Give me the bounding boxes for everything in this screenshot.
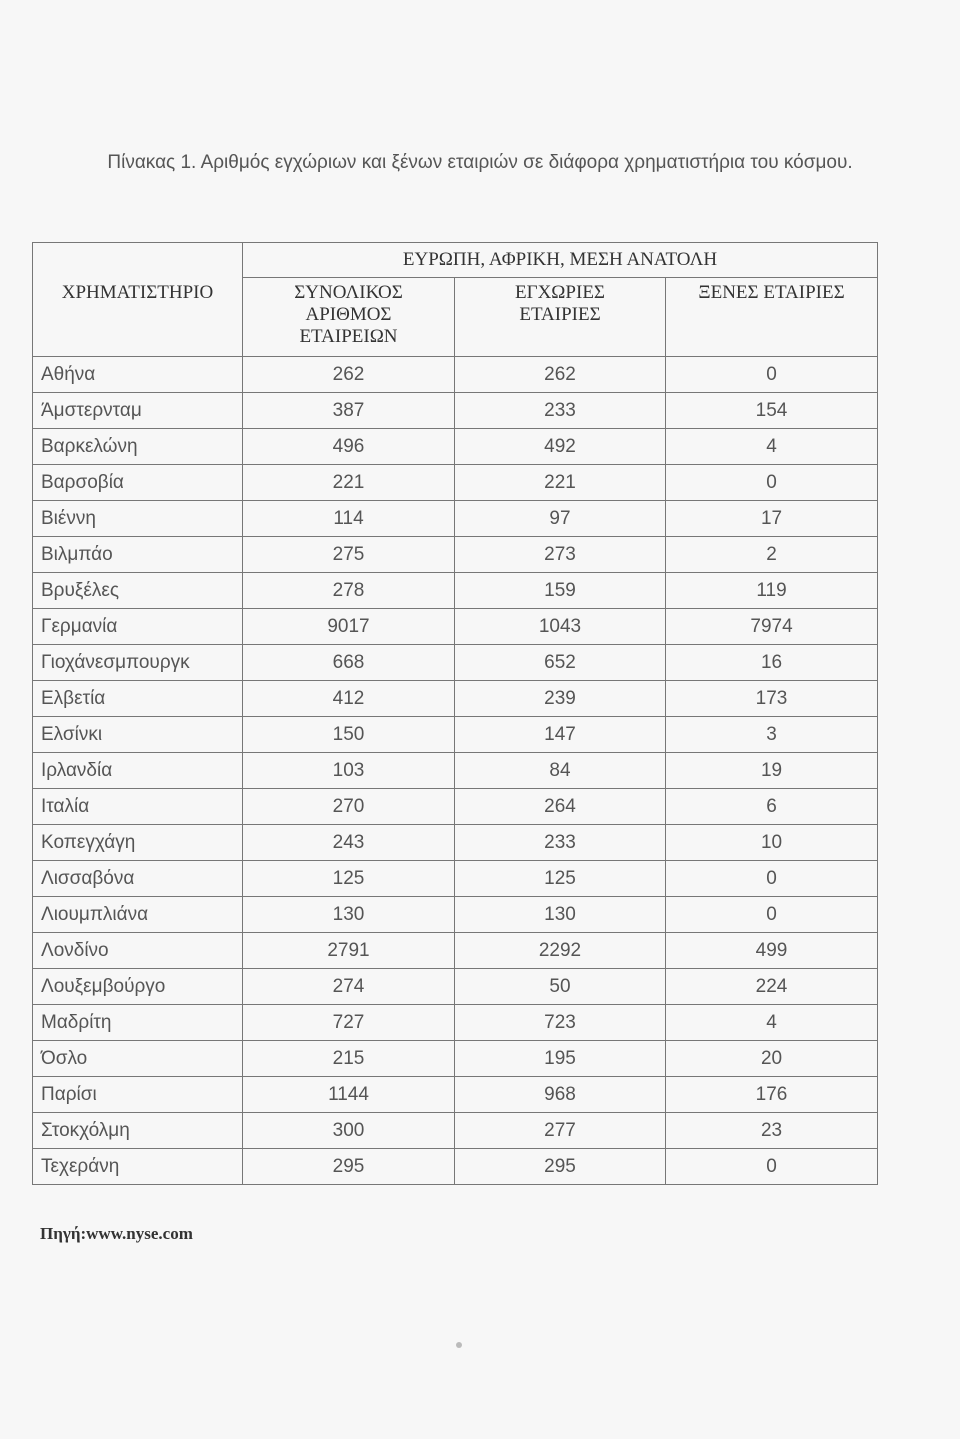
domestic-count-cell: 130 (455, 897, 666, 933)
table-row (33, 501, 878, 537)
domestic-count-cell: 50 (455, 969, 666, 1005)
total-count-cell: 243 (243, 825, 455, 861)
total-count-cell: 125 (243, 861, 455, 897)
domestic-count-cell: 233 (455, 825, 666, 861)
total-count-cell: 270 (243, 789, 455, 825)
exchange-name-cell: Ελβετία (33, 681, 243, 717)
domestic-count-cell: 221 (455, 465, 666, 501)
foreign-count-cell: 173 (666, 681, 878, 717)
exchange-name-cell: Βρυξέλες (33, 573, 243, 609)
exchange-name-cell: Γερμανία (33, 609, 243, 645)
domestic-count-cell: 147 (455, 717, 666, 753)
domestic-count-cell: 723 (455, 1005, 666, 1041)
table-row (33, 537, 878, 573)
foreign-count-cell: 7974 (666, 609, 878, 645)
domestic-count-cell: 492 (455, 429, 666, 465)
exchange-name-cell: Ελσίνκι (33, 717, 243, 753)
total-count-cell: 412 (243, 681, 455, 717)
table-row (33, 609, 878, 645)
exchange-name-cell: Βιέννη (33, 501, 243, 537)
domestic-count-cell: 295 (455, 1149, 666, 1185)
total-count-cell: 130 (243, 897, 455, 933)
total-count-cell: 1144 (243, 1077, 455, 1113)
foreign-count-cell: 0 (666, 465, 878, 501)
exchange-name-cell: Βαρκελώνη (33, 429, 243, 465)
exchange-name-cell: Λισσαβόνα (33, 861, 243, 897)
exchange-name-cell: Παρίσι (33, 1077, 243, 1113)
table-row (33, 357, 878, 393)
table-row (33, 861, 878, 897)
foreign-count-cell: 17 (666, 501, 878, 537)
exchange-name-cell: Στοκχόλμη (33, 1113, 243, 1149)
region-header-row (33, 243, 878, 278)
table-row (33, 681, 878, 717)
table-row (33, 1077, 878, 1113)
table-row (33, 969, 878, 1005)
table-row (33, 429, 878, 465)
total-count-cell: 387 (243, 393, 455, 429)
foreign-count-cell: 19 (666, 753, 878, 789)
total-count-cell: 668 (243, 645, 455, 681)
table-row (33, 825, 878, 861)
decorative-dot (456, 1342, 462, 1348)
foreign-count-cell: 224 (666, 969, 878, 1005)
table-row (33, 393, 878, 429)
header-exchange: ΧΡΗΜΑΤΙΣΤΗΡΙΟ (33, 278, 243, 357)
total-count-cell: 2791 (243, 933, 455, 969)
header-foreign: ΞΕΝΕΣ ΕΤΑΙΡΙΕΣ (666, 278, 878, 357)
exchange-name-cell: Γιοχάνεσμπουργκ (33, 645, 243, 681)
total-count-cell: 300 (243, 1113, 455, 1149)
domestic-count-cell: 264 (455, 789, 666, 825)
exchange-name-cell: Ιταλία (33, 789, 243, 825)
exchange-name-cell: Βαρσοβία (33, 465, 243, 501)
total-count-cell: 150 (243, 717, 455, 753)
region-header: ΕΥΡΩΠΗ, ΑΦΡΙΚΗ, ΜΕΣΗ ΑΝΑΤΟΛΗ (243, 243, 878, 278)
foreign-count-cell: 154 (666, 393, 878, 429)
exchange-name-cell: Αθήνα (33, 357, 243, 393)
domestic-count-cell: 239 (455, 681, 666, 717)
total-count-cell: 274 (243, 969, 455, 1005)
domestic-count-cell: 97 (455, 501, 666, 537)
table-caption: Πίνακας 1. Αριθμός εγχώριων και ξένων εταιριών σε διάφορα χρηματιστήρια του κόσμου. (107, 152, 853, 173)
domestic-count-cell: 2292 (455, 933, 666, 969)
foreign-count-cell: 16 (666, 645, 878, 681)
exchange-name-cell: Μαδρίτη (33, 1005, 243, 1041)
exchange-name-cell: Λουξεμβούργο (33, 969, 243, 1005)
domestic-count-cell: 84 (455, 753, 666, 789)
table-row (33, 1149, 878, 1185)
domestic-count-cell: 233 (455, 393, 666, 429)
foreign-count-cell: 23 (666, 1113, 878, 1149)
domestic-count-cell: 277 (455, 1113, 666, 1149)
exchange-name-cell: Ιρλανδία (33, 753, 243, 789)
total-count-cell: 262 (243, 357, 455, 393)
total-count-cell: 114 (243, 501, 455, 537)
exchange-name-cell: Άμστερνταμ (33, 393, 243, 429)
foreign-count-cell: 0 (666, 861, 878, 897)
domestic-count-cell: 1043 (455, 609, 666, 645)
foreign-count-cell: 20 (666, 1041, 878, 1077)
table-row (33, 573, 878, 609)
domestic-count-cell: 968 (455, 1077, 666, 1113)
domestic-count-cell: 195 (455, 1041, 666, 1077)
table-row (33, 1005, 878, 1041)
foreign-count-cell: 4 (666, 1005, 878, 1041)
domestic-count-cell: 273 (455, 537, 666, 573)
table-row (33, 789, 878, 825)
total-count-cell: 496 (243, 429, 455, 465)
exchange-name-cell: Λιουμπλιάνα (33, 897, 243, 933)
total-count-cell: 275 (243, 537, 455, 573)
domestic-count-cell: 159 (455, 573, 666, 609)
table-row (33, 645, 878, 681)
total-count-cell: 727 (243, 1005, 455, 1041)
column-header-row (33, 278, 878, 357)
foreign-count-cell: 176 (666, 1077, 878, 1113)
foreign-count-cell: 10 (666, 825, 878, 861)
total-count-cell: 103 (243, 753, 455, 789)
table-row (33, 897, 878, 933)
foreign-count-cell: 0 (666, 1149, 878, 1185)
table-row (33, 465, 878, 501)
exchange-name-cell: Λονδίνο (33, 933, 243, 969)
domestic-count-cell: 262 (455, 357, 666, 393)
table-row (33, 717, 878, 753)
header-domestic: ΕΓΧΩΡΙΕΣ ΕΤΑΙΡΙΕΣ (455, 278, 666, 357)
foreign-count-cell: 4 (666, 429, 878, 465)
exchange-name-cell: Βιλμπάο (33, 537, 243, 573)
total-count-cell: 215 (243, 1041, 455, 1077)
foreign-count-cell: 119 (666, 573, 878, 609)
source-note: Πηγή:www.nyse.com (40, 1224, 193, 1243)
table-row (33, 933, 878, 969)
exchanges-table (32, 242, 878, 1185)
domestic-count-cell: 652 (455, 645, 666, 681)
domestic-count-cell: 125 (455, 861, 666, 897)
foreign-count-cell: 6 (666, 789, 878, 825)
exchange-name-cell: Τεχεράνη (33, 1149, 243, 1185)
header-total: ΣΥΝΟΛΙΚΟΣ ΑΡΙΘΜΟΣ ΕΤΑΙΡΕΙΩΝ (243, 278, 455, 357)
exchange-name-cell: Όσλο (33, 1041, 243, 1077)
table-row (33, 1113, 878, 1149)
exchange-name-cell: Κοπεγχάγη (33, 825, 243, 861)
foreign-count-cell: 2 (666, 537, 878, 573)
table-row (33, 1041, 878, 1077)
total-count-cell: 221 (243, 465, 455, 501)
total-count-cell: 295 (243, 1149, 455, 1185)
foreign-count-cell: 0 (666, 897, 878, 933)
table-row (33, 753, 878, 789)
foreign-count-cell: 3 (666, 717, 878, 753)
foreign-count-cell: 499 (666, 933, 878, 969)
total-count-cell: 278 (243, 573, 455, 609)
total-count-cell: 9017 (243, 609, 455, 645)
foreign-count-cell: 0 (666, 357, 878, 393)
